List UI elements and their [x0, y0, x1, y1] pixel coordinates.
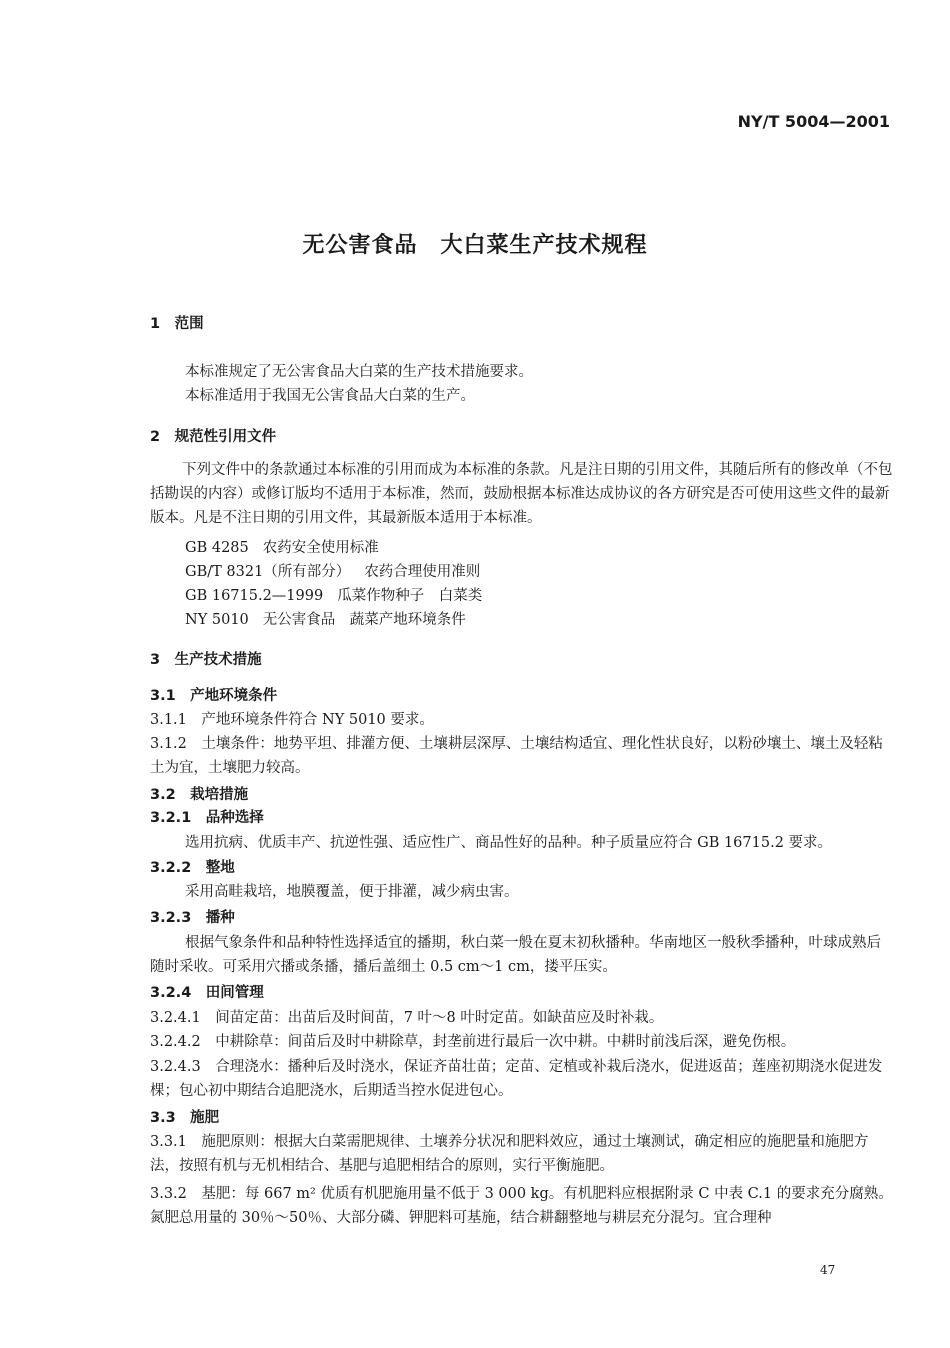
reference-code: GB 4285	[185, 540, 249, 556]
section-1-paragraph-2: 本标准适用于我国无公害食品大白菜的生产。	[185, 388, 475, 404]
clause-3-2-4-2: 3.2.4.2 中耕除草：间苗后及时中耕除草，封垄前进行最后一次中耕。中耕时前浅后深，避免伤根。	[150, 1034, 796, 1050]
clause-3-2-3-heading: 3.2.3 播种	[150, 910, 235, 926]
reference-item	[185, 608, 466, 629]
section-1-heading: 1 范围	[150, 316, 204, 332]
clause-3-1-1: 3.1.1 产地环境条件符合 NY 5010 要求。	[150, 712, 434, 728]
section-3-1-heading: 3.1 产地环境条件	[150, 688, 278, 704]
section-2-paragraph: 下列文件中的条款通过本标准的引用而成为本标准的条款。凡是注日期的引用文件，其随后所有的修改单（不包括勘误的内容）或修订版均不适用于本标准，然而，鼓励根据本标准达成协议的各方研究是否可使用这些文件的最新版本。凡是不注日期的引用文件，其最新版本适用于本标准。	[150, 462, 893, 526]
clause-3-2-4-heading: 3.2.4 田间管理	[150, 985, 264, 1001]
clause-3-2-1-heading: 3.2.1 品种选择	[150, 810, 264, 826]
reference-item	[185, 536, 379, 557]
reference-title: 瓜菜作物种子 白菜类	[337, 588, 483, 604]
clause-3-2-2-heading: 3.2.2 整地	[150, 860, 235, 876]
clause-3-2-4-3: 3.2.4.3 合理浇水：播种后及时浇水，保证齐苗壮苗；定苗、定植或补栽后浇水，促进返苗；莲座初期浇水促进发棵；包心初中期结合追肥浇水，后期适当控水促进包心。	[150, 1059, 883, 1099]
clause-3-2-3-text: 根据气象条件和品种特性选择适宜的播期，秋白菜一般在夏末初秋播种。华南地区一般秋季播种，叶球成熟后随时采收。可采用穴播或条播，播后盖细土 0.5 cm～1 cm，搂平压实。	[150, 935, 881, 975]
reference-code: GB 16715.2—1999	[185, 588, 324, 604]
document-title: 无公害食品 大白菜生产技术规程	[302, 233, 648, 258]
reference-title: 农药安全使用标准	[262, 540, 379, 556]
reference-code: GB/T 8321（所有部分）	[185, 564, 351, 580]
clause-3-1-2: 3.1.2 土壤条件：地势平坦、排灌方便、土壤耕层深厚、土壤结构适宜、理化性状良好，以粉砂壤土、壤土及轻粘土为宜，土壤肥力较高。	[150, 736, 883, 776]
clause-3-3-1: 3.3.1 施肥原则：根据大白菜需肥规律、土壤养分状况和肥料效应，通过土壤测试，确定相应的施肥量和施肥方法，按照有机与无机相结合、基肥与追肥相结合的原则，实行平衡施肥。	[150, 1134, 869, 1174]
section-1-paragraph-1: 本标准规定了无公害食品大白菜的生产技术措施要求。	[185, 364, 533, 380]
reference-item	[185, 560, 480, 581]
standard-number: NY/T 5004—2001	[737, 112, 890, 131]
clause-3-2-4-1: 3.2.4.1 间苗定苗：出苗后及时间苗，7 叶～8 叶时定苗。如缺苗应及时补栽。	[150, 1010, 664, 1026]
clause-3-3-2: 3.3.2 基肥：每 667 m² 优质有机肥施用量不低于 3 000 kg。有机肥料应根据附录 C 中表 C.1 的要求充分腐熟。氮肥总用量的 30％～50％、大部分磷、钾肥料可基施，结合耕翻整地与耕层充分混匀。宜合理种	[150, 1186, 893, 1226]
page-number: 47	[820, 1263, 836, 1277]
section-3-2-heading: 3.2 栽培措施	[150, 787, 249, 803]
clause-3-2-2-text: 采用高畦栽培，地膜覆盖，便于排灌，减少病虫害。	[185, 884, 519, 900]
section-3-3-heading: 3.3 施肥	[150, 1110, 220, 1126]
section-2-heading: 2 规范性引用文件	[150, 429, 277, 445]
reference-title: 农药合理使用准则	[364, 564, 481, 580]
section-3-heading: 3 生产技术措施	[150, 652, 262, 668]
clause-3-2-1-text: 选用抗病、优质丰产、抗逆性强、适应性广、商品性好的品种。种子质量应符合 GB 16715.2 要求。	[185, 835, 833, 851]
reference-title: 无公害食品 蔬菜产地环境条件	[262, 612, 466, 628]
reference-item	[185, 584, 482, 605]
reference-code: NY 5010	[185, 612, 249, 628]
